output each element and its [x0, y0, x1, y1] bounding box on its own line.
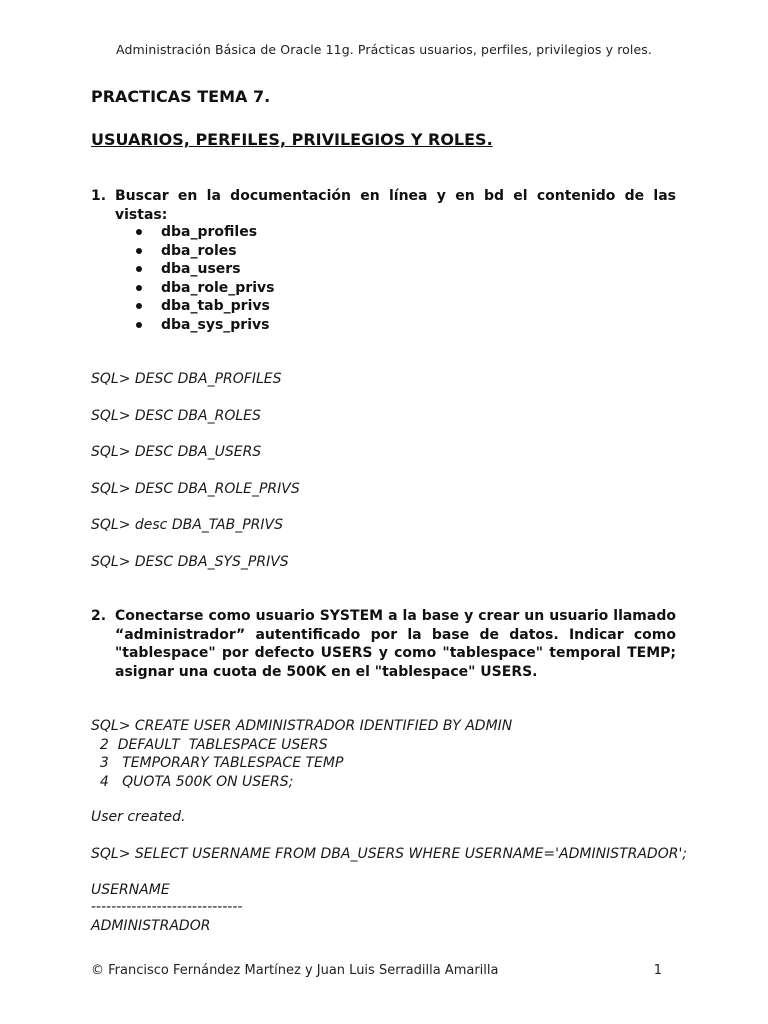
view-list: [136, 223, 275, 335]
list-item: dba_profiles: [136, 223, 275, 242]
bullet-icon: [136, 248, 142, 254]
page-subtitle: USUARIOS, PERFILES, PRIVILEGIOS Y ROLES.: [91, 130, 493, 149]
sql-line: SQL> desc DBA_TAB_PRIVS: [91, 517, 284, 533]
result-separator: ------------------------------: [91, 899, 243, 915]
question-2: [91, 607, 676, 681]
result-value: ADMINISTRADOR: [91, 918, 211, 934]
question-number: 2.: [91, 608, 107, 624]
question-1: [91, 187, 676, 224]
list-item: dba_sys_privs: [136, 316, 275, 335]
list-item: dba_roles: [136, 242, 275, 261]
sql-create-user: SQL> CREATE USER ADMINISTRADOR IDENTIFIED BY ADMIN 2 DEFAULT TABLESPACE USERS 3 TEMPORARY TABLESPACE TEMP 4 QUOTA 500K ON USERS;: [91, 718, 513, 790]
question-text: Buscar en la documentación en línea y en bd el contenido de las vistas:: [115, 188, 676, 223]
bullet-icon: [136, 303, 142, 309]
bullet-icon: [136, 322, 142, 328]
list-item: dba_tab_privs: [136, 297, 275, 316]
sql-line: SQL> DESC DBA_USERS: [91, 444, 262, 460]
sql-line: SQL> DESC DBA_PROFILES: [91, 371, 282, 387]
page-number: 1: [653, 963, 662, 978]
sql-line: SQL> DESC DBA_ROLES: [91, 408, 261, 424]
sql-output: User created.: [91, 809, 186, 825]
bullet-icon: [136, 285, 142, 291]
sql-line: SQL> DESC DBA_SYS_PRIVS: [91, 554, 289, 570]
bullet-icon: [136, 266, 142, 272]
sql-select: SQL> SELECT USERNAME FROM DBA_USERS WHERE USERNAME='ADMINISTRADOR';: [91, 846, 688, 862]
page-title: PRACTICAS TEMA 7.: [91, 87, 271, 106]
bullet-icon: [136, 229, 142, 235]
running-header: Administración Básica de Oracle 11g. Prácticas usuarios, perfiles, privilegios y roles.: [116, 42, 652, 57]
result-column-header: USERNAME: [91, 882, 170, 898]
list-item: dba_users: [136, 260, 275, 279]
question-text: Conectarse como usuario SYSTEM a la base y crear un usuario llamado “administrador” autentificado por la base de datos. Indicar como "tablespace" por defecto USERS y como "tablespace" temporal TEMP; asignar una cuota de 500K en el "tablespace" USERS.: [115, 608, 676, 680]
sql-line: SQL> DESC DBA_ROLE_PRIVS: [91, 481, 300, 497]
list-item: dba_role_privs: [136, 279, 275, 298]
question-number: 1.: [91, 188, 107, 204]
footer-copyright: © Francisco Fernández Martínez y Juan Luis Serradilla Amarilla: [91, 963, 499, 978]
